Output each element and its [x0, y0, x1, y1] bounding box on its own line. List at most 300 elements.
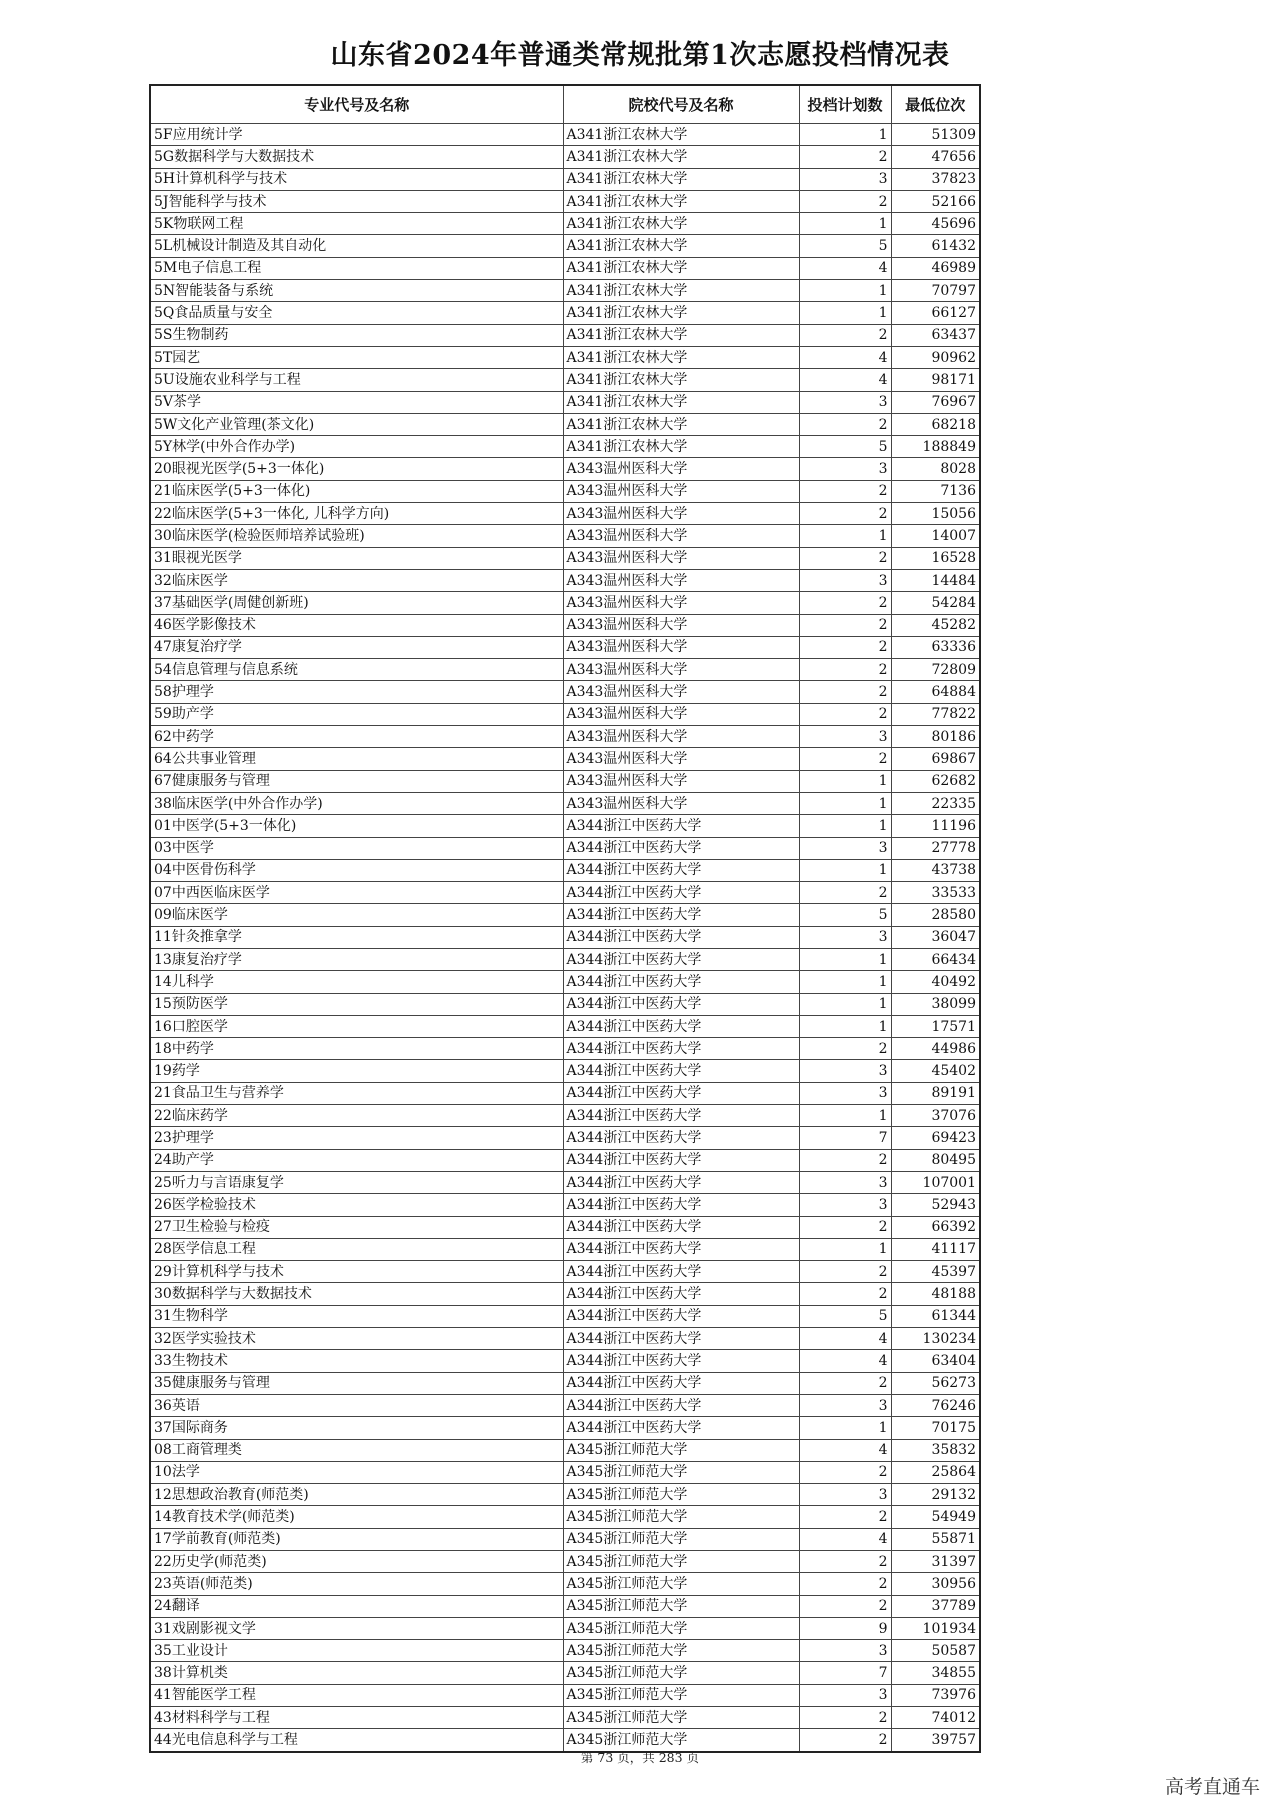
min-rank-cell: 45397 — [891, 1261, 980, 1283]
major-cell: 28医学信息工程 — [150, 1238, 563, 1260]
major-cell: 19药学 — [150, 1060, 563, 1082]
major-cell: 5Q食品质量与安全 — [150, 302, 563, 324]
page-footer: 第 73 页，共 283 页 — [580, 1750, 700, 1765]
major-cell: 37基础医学(周健创新班) — [150, 592, 563, 614]
school-cell: A344浙江中医药大学 — [563, 926, 799, 948]
min-rank-cell: 14007 — [891, 525, 980, 547]
min-rank-cell: 11196 — [891, 815, 980, 837]
plan-count-cell: 7 — [799, 1662, 891, 1684]
table-body — [150, 124, 980, 1752]
plan-count-cell: 4 — [799, 1350, 891, 1372]
plan-count-cell: 1 — [799, 124, 891, 146]
plan-count-cell: 3 — [799, 168, 891, 190]
table-row — [150, 1640, 980, 1662]
min-rank-cell: 7136 — [891, 480, 980, 502]
plan-count-cell: 3 — [799, 1171, 891, 1193]
plan-count-cell: 3 — [799, 726, 891, 748]
major-cell: 04中医骨伤科学 — [150, 859, 563, 881]
table-row — [150, 1105, 980, 1127]
major-cell: 5V茶学 — [150, 391, 563, 413]
table-row — [150, 1551, 980, 1573]
school-cell: A344浙江中医药大学 — [563, 971, 799, 993]
major-cell: 5G数据科学与大数据技术 — [150, 146, 563, 168]
school-cell: A344浙江中医药大学 — [563, 1105, 799, 1127]
plan-count-cell: 2 — [799, 614, 891, 636]
major-cell: 5H计算机科学与技术 — [150, 168, 563, 190]
table-row — [150, 904, 980, 926]
major-cell: 43材料科学与工程 — [150, 1707, 563, 1729]
table-row — [150, 391, 980, 413]
school-cell: A344浙江中医药大学 — [563, 859, 799, 881]
school-cell: A344浙江中医药大学 — [563, 1305, 799, 1327]
major-cell: 37国际商务 — [150, 1417, 563, 1439]
major-cell: 47康复治疗学 — [150, 636, 563, 658]
plan-count-cell: 3 — [799, 1194, 891, 1216]
min-rank-cell: 69423 — [891, 1127, 980, 1149]
table-row — [150, 503, 980, 525]
min-rank-cell: 130234 — [891, 1328, 980, 1350]
table-row — [150, 1372, 980, 1394]
min-rank-cell: 15056 — [891, 503, 980, 525]
major-cell: 5S生物制药 — [150, 324, 563, 346]
min-rank-cell: 40492 — [891, 971, 980, 993]
min-rank-cell: 72809 — [891, 659, 980, 681]
school-cell: A345浙江师范大学 — [563, 1595, 799, 1617]
school-cell: A344浙江中医药大学 — [563, 815, 799, 837]
plan-count-cell: 2 — [799, 324, 891, 346]
school-cell: A343温州医科大学 — [563, 592, 799, 614]
major-cell: 20眼视光医学(5+3一体化) — [150, 458, 563, 480]
min-rank-cell: 38099 — [891, 993, 980, 1015]
min-rank-cell: 45282 — [891, 614, 980, 636]
min-rank-cell: 34855 — [891, 1662, 980, 1684]
table-row — [150, 213, 980, 235]
school-cell: A343温州医科大学 — [563, 703, 799, 725]
major-cell: 32临床医学 — [150, 569, 563, 591]
table-row — [150, 1484, 980, 1506]
table-row — [150, 257, 980, 279]
table-row — [150, 547, 980, 569]
plan-count-cell: 2 — [799, 146, 891, 168]
major-cell: 38临床医学(中外合作办学) — [150, 792, 563, 814]
column-header-min-rank: 最低位次 — [891, 85, 980, 124]
table-row — [150, 993, 980, 1015]
plan-count-cell: 1 — [799, 948, 891, 970]
table-row — [150, 1461, 980, 1483]
min-rank-cell: 74012 — [891, 1707, 980, 1729]
school-cell: A341浙江农林大学 — [563, 146, 799, 168]
school-cell: A344浙江中医药大学 — [563, 1171, 799, 1193]
min-rank-cell: 37076 — [891, 1105, 980, 1127]
major-cell: 31生物科学 — [150, 1305, 563, 1327]
plan-count-cell: 2 — [799, 480, 891, 502]
min-rank-cell: 17571 — [891, 1015, 980, 1037]
school-cell: A343温州医科大学 — [563, 458, 799, 480]
school-cell: A343温州医科大学 — [563, 636, 799, 658]
plan-count-cell: 2 — [799, 1038, 891, 1060]
plan-count-cell: 1 — [799, 1417, 891, 1439]
plan-count-cell: 5 — [799, 904, 891, 926]
watermark: 高考直通车 — [1164, 1776, 1260, 1798]
major-cell: 33生物技术 — [150, 1350, 563, 1372]
min-rank-cell: 90962 — [891, 346, 980, 368]
table-row — [150, 190, 980, 212]
plan-count-cell: 2 — [799, 1372, 891, 1394]
major-cell: 24翻译 — [150, 1595, 563, 1617]
major-cell: 13康复治疗学 — [150, 948, 563, 970]
min-rank-cell: 64884 — [891, 681, 980, 703]
table-row — [150, 369, 980, 391]
plan-count-cell: 2 — [799, 1729, 891, 1752]
plan-count-cell: 2 — [799, 547, 891, 569]
table-row — [150, 592, 980, 614]
school-cell: A344浙江中医药大学 — [563, 1350, 799, 1372]
min-rank-cell: 76967 — [891, 391, 980, 413]
table-row — [150, 882, 980, 904]
major-cell: 29计算机科学与技术 — [150, 1261, 563, 1283]
plan-count-cell: 2 — [799, 882, 891, 904]
table-row — [150, 1350, 980, 1372]
table-row — [150, 413, 980, 435]
school-cell: A344浙江中医药大学 — [563, 1060, 799, 1082]
table-row — [150, 1149, 980, 1171]
plan-count-cell: 2 — [799, 1461, 891, 1483]
table-row — [150, 124, 980, 146]
school-cell: A341浙江农林大学 — [563, 369, 799, 391]
table-row — [150, 1305, 980, 1327]
school-cell: A341浙江农林大学 — [563, 190, 799, 212]
table-row — [150, 726, 980, 748]
table-row — [150, 1439, 980, 1461]
plan-count-cell: 4 — [799, 1328, 891, 1350]
major-cell: 09临床医学 — [150, 904, 563, 926]
school-cell: A343温州医科大学 — [563, 726, 799, 748]
major-cell: 5M电子信息工程 — [150, 257, 563, 279]
plan-count-cell: 1 — [799, 213, 891, 235]
min-rank-cell: 31397 — [891, 1551, 980, 1573]
table-row — [150, 614, 980, 636]
table-row — [150, 458, 980, 480]
table-row — [150, 1573, 980, 1595]
table-row — [150, 480, 980, 502]
table-row — [150, 1238, 980, 1260]
major-cell: 18中药学 — [150, 1038, 563, 1060]
major-cell: 5W文化产业管理(茶文化) — [150, 413, 563, 435]
min-rank-cell: 66392 — [891, 1216, 980, 1238]
major-cell: 54信息管理与信息系统 — [150, 659, 563, 681]
school-cell: A345浙江师范大学 — [563, 1707, 799, 1729]
school-cell: A343温州医科大学 — [563, 547, 799, 569]
min-rank-cell: 61344 — [891, 1305, 980, 1327]
min-rank-cell: 39757 — [891, 1729, 980, 1752]
min-rank-cell: 69867 — [891, 748, 980, 770]
plan-count-cell: 2 — [799, 592, 891, 614]
table-row — [150, 302, 980, 324]
major-cell: 5K物联网工程 — [150, 213, 563, 235]
table-row — [150, 1261, 980, 1283]
school-cell: A344浙江中医药大学 — [563, 1082, 799, 1104]
table-row — [150, 1283, 980, 1305]
major-cell: 64公共事业管理 — [150, 748, 563, 770]
min-rank-cell: 16528 — [891, 547, 980, 569]
school-cell: A343温州医科大学 — [563, 614, 799, 636]
table-row — [150, 1506, 980, 1528]
plan-count-cell: 3 — [799, 569, 891, 591]
table-row — [150, 681, 980, 703]
major-cell: 26医学检验技术 — [150, 1194, 563, 1216]
plan-count-cell: 1 — [799, 1238, 891, 1260]
school-cell: A345浙江师范大学 — [563, 1439, 799, 1461]
table-row — [150, 1216, 980, 1238]
school-cell: A344浙江中医药大学 — [563, 993, 799, 1015]
min-rank-cell: 61432 — [891, 235, 980, 257]
school-cell: A344浙江中医药大学 — [563, 1127, 799, 1149]
plan-count-cell: 2 — [799, 681, 891, 703]
table-row — [150, 1060, 980, 1082]
school-cell: A341浙江农林大学 — [563, 391, 799, 413]
table-row — [150, 748, 980, 770]
major-cell: 31眼视光医学 — [150, 547, 563, 569]
plan-count-cell: 7 — [799, 1127, 891, 1149]
major-cell: 21食品卫生与营养学 — [150, 1082, 563, 1104]
plan-count-cell: 5 — [799, 1305, 891, 1327]
min-rank-cell: 66434 — [891, 948, 980, 970]
plan-count-cell: 1 — [799, 302, 891, 324]
min-rank-cell: 45696 — [891, 213, 980, 235]
min-rank-cell: 22335 — [891, 792, 980, 814]
table-row — [150, 636, 980, 658]
admission-table — [149, 84, 981, 1753]
min-rank-cell: 54949 — [891, 1506, 980, 1528]
min-rank-cell: 44986 — [891, 1038, 980, 1060]
school-cell: A343温州医科大学 — [563, 480, 799, 502]
school-cell: A343温州医科大学 — [563, 748, 799, 770]
school-cell: A343温州医科大学 — [563, 503, 799, 525]
table-row — [150, 770, 980, 792]
major-cell: 41智能医学工程 — [150, 1684, 563, 1706]
min-rank-cell: 29132 — [891, 1484, 980, 1506]
min-rank-cell: 36047 — [891, 926, 980, 948]
major-cell: 10法学 — [150, 1461, 563, 1483]
school-cell: A345浙江师范大学 — [563, 1528, 799, 1550]
table-row — [150, 971, 980, 993]
plan-count-cell: 2 — [799, 1551, 891, 1573]
min-rank-cell: 35832 — [891, 1439, 980, 1461]
plan-count-cell: 2 — [799, 1216, 891, 1238]
plan-count-cell: 1 — [799, 280, 891, 302]
school-cell: A341浙江农林大学 — [563, 124, 799, 146]
min-rank-cell: 56273 — [891, 1372, 980, 1394]
major-cell: 35工业设计 — [150, 1640, 563, 1662]
major-cell: 5T园艺 — [150, 346, 563, 368]
major-cell: 31戏剧影视文学 — [150, 1617, 563, 1639]
table-row — [150, 1127, 980, 1149]
plan-count-cell: 3 — [799, 926, 891, 948]
major-cell: 59助产学 — [150, 703, 563, 725]
major-cell: 5U设施农业科学与工程 — [150, 369, 563, 391]
major-cell: 36英语 — [150, 1394, 563, 1416]
min-rank-cell: 43738 — [891, 859, 980, 881]
major-cell: 62中药学 — [150, 726, 563, 748]
major-cell: 03中医学 — [150, 837, 563, 859]
min-rank-cell: 107001 — [891, 1171, 980, 1193]
min-rank-cell: 28580 — [891, 904, 980, 926]
school-cell: A341浙江农林大学 — [563, 168, 799, 190]
min-rank-cell: 80186 — [891, 726, 980, 748]
min-rank-cell: 52943 — [891, 1194, 980, 1216]
school-cell: A344浙江中医药大学 — [563, 1328, 799, 1350]
plan-count-cell: 1 — [799, 1105, 891, 1127]
plan-count-cell: 4 — [799, 369, 891, 391]
school-cell: A345浙江师范大学 — [563, 1640, 799, 1662]
min-rank-cell: 80495 — [891, 1149, 980, 1171]
plan-count-cell: 1 — [799, 770, 891, 792]
column-header-plan-count: 投档计划数 — [799, 85, 891, 124]
min-rank-cell: 37823 — [891, 168, 980, 190]
min-rank-cell: 55871 — [891, 1528, 980, 1550]
plan-count-cell: 1 — [799, 859, 891, 881]
plan-count-cell: 3 — [799, 458, 891, 480]
table-row — [150, 1015, 980, 1037]
school-cell: A345浙江师范大学 — [563, 1684, 799, 1706]
plan-count-cell: 1 — [799, 525, 891, 547]
table-row — [150, 324, 980, 346]
table-row — [150, 1707, 980, 1729]
major-cell: 14儿科学 — [150, 971, 563, 993]
major-cell: 22临床药学 — [150, 1105, 563, 1127]
plan-count-cell: 9 — [799, 1617, 891, 1639]
major-cell: 12思想政治教育(师范类) — [150, 1484, 563, 1506]
school-cell: A341浙江农林大学 — [563, 280, 799, 302]
school-cell: A345浙江师范大学 — [563, 1573, 799, 1595]
table-row — [150, 1082, 980, 1104]
min-rank-cell: 48188 — [891, 1283, 980, 1305]
school-cell: A344浙江中医药大学 — [563, 1015, 799, 1037]
table-row — [150, 792, 980, 814]
major-cell: 21临床医学(5+3一体化) — [150, 480, 563, 502]
plan-count-cell: 2 — [799, 703, 891, 725]
table-row — [150, 815, 980, 837]
school-cell: A341浙江农林大学 — [563, 302, 799, 324]
table-header-row — [150, 85, 980, 124]
min-rank-cell: 63437 — [891, 324, 980, 346]
school-cell: A345浙江师范大学 — [563, 1729, 799, 1752]
page-title: 山东省2024年普通类常规批第1次志愿投档情况表 — [330, 40, 950, 71]
plan-count-cell: 1 — [799, 815, 891, 837]
school-cell: A341浙江农林大学 — [563, 346, 799, 368]
plan-count-cell: 3 — [799, 837, 891, 859]
table-row — [150, 837, 980, 859]
table-row — [150, 926, 980, 948]
major-cell: 11针灸推拿学 — [150, 926, 563, 948]
plan-count-cell: 3 — [799, 1684, 891, 1706]
min-rank-cell: 73976 — [891, 1684, 980, 1706]
major-cell: 44光电信息科学与工程 — [150, 1729, 563, 1752]
table-row — [150, 346, 980, 368]
table-row — [150, 948, 980, 970]
min-rank-cell: 50587 — [891, 1640, 980, 1662]
table-row — [150, 1038, 980, 1060]
table-row — [150, 168, 980, 190]
plan-count-cell: 3 — [799, 1484, 891, 1506]
school-cell: A345浙江师范大学 — [563, 1461, 799, 1483]
plan-count-cell: 5 — [799, 436, 891, 458]
min-rank-cell: 46989 — [891, 257, 980, 279]
table-row — [150, 569, 980, 591]
min-rank-cell: 77822 — [891, 703, 980, 725]
major-cell: 23护理学 — [150, 1127, 563, 1149]
plan-count-cell: 1 — [799, 1015, 891, 1037]
plan-count-cell: 2 — [799, 1283, 891, 1305]
min-rank-cell: 76246 — [891, 1394, 980, 1416]
major-cell: 5N智能装备与系统 — [150, 280, 563, 302]
column-header-school: 院校代号及名称 — [563, 85, 799, 124]
plan-count-cell: 2 — [799, 748, 891, 770]
school-cell: A341浙江农林大学 — [563, 413, 799, 435]
table-row — [150, 436, 980, 458]
school-cell: A344浙江中医药大学 — [563, 1216, 799, 1238]
plan-count-cell: 2 — [799, 1261, 891, 1283]
table-row — [150, 1328, 980, 1350]
school-cell: A344浙江中医药大学 — [563, 1372, 799, 1394]
major-cell: 35健康服务与管理 — [150, 1372, 563, 1394]
min-rank-cell: 51309 — [891, 124, 980, 146]
table-row — [150, 1528, 980, 1550]
major-cell: 23英语(师范类) — [150, 1573, 563, 1595]
school-cell: A341浙江农林大学 — [563, 213, 799, 235]
school-cell: A341浙江农林大学 — [563, 436, 799, 458]
school-cell: A344浙江中医药大学 — [563, 1038, 799, 1060]
min-rank-cell: 188849 — [891, 436, 980, 458]
plan-count-cell: 4 — [799, 257, 891, 279]
school-cell: A344浙江中医药大学 — [563, 837, 799, 859]
plan-count-cell: 4 — [799, 1439, 891, 1461]
plan-count-cell: 2 — [799, 1149, 891, 1171]
table-row — [150, 1394, 980, 1416]
min-rank-cell: 68218 — [891, 413, 980, 435]
min-rank-cell: 89191 — [891, 1082, 980, 1104]
school-cell: A344浙江中医药大学 — [563, 1283, 799, 1305]
plan-count-cell: 2 — [799, 659, 891, 681]
school-cell: A345浙江师范大学 — [563, 1662, 799, 1684]
plan-count-cell: 2 — [799, 1707, 891, 1729]
major-cell: 07中西医临床医学 — [150, 882, 563, 904]
min-rank-cell: 41117 — [891, 1238, 980, 1260]
major-cell: 24助产学 — [150, 1149, 563, 1171]
school-cell: A344浙江中医药大学 — [563, 1238, 799, 1260]
school-cell: A345浙江师范大学 — [563, 1551, 799, 1573]
table-row — [150, 659, 980, 681]
table-row — [150, 1171, 980, 1193]
plan-count-cell: 3 — [799, 1082, 891, 1104]
major-cell: 32医学实验技术 — [150, 1328, 563, 1350]
table-row — [150, 1417, 980, 1439]
school-cell: A344浙江中医药大学 — [563, 1261, 799, 1283]
major-cell: 15预防医学 — [150, 993, 563, 1015]
school-cell: A343温州医科大学 — [563, 681, 799, 703]
min-rank-cell: 54284 — [891, 592, 980, 614]
table-row — [150, 703, 980, 725]
min-rank-cell: 70175 — [891, 1417, 980, 1439]
school-cell: A343温州医科大学 — [563, 659, 799, 681]
plan-count-cell: 1 — [799, 792, 891, 814]
min-rank-cell: 98171 — [891, 369, 980, 391]
major-cell: 5J智能科学与技术 — [150, 190, 563, 212]
school-cell: A344浙江中医药大学 — [563, 904, 799, 926]
plan-count-cell: 1 — [799, 971, 891, 993]
min-rank-cell: 30956 — [891, 1573, 980, 1595]
plan-count-cell: 3 — [799, 1640, 891, 1662]
